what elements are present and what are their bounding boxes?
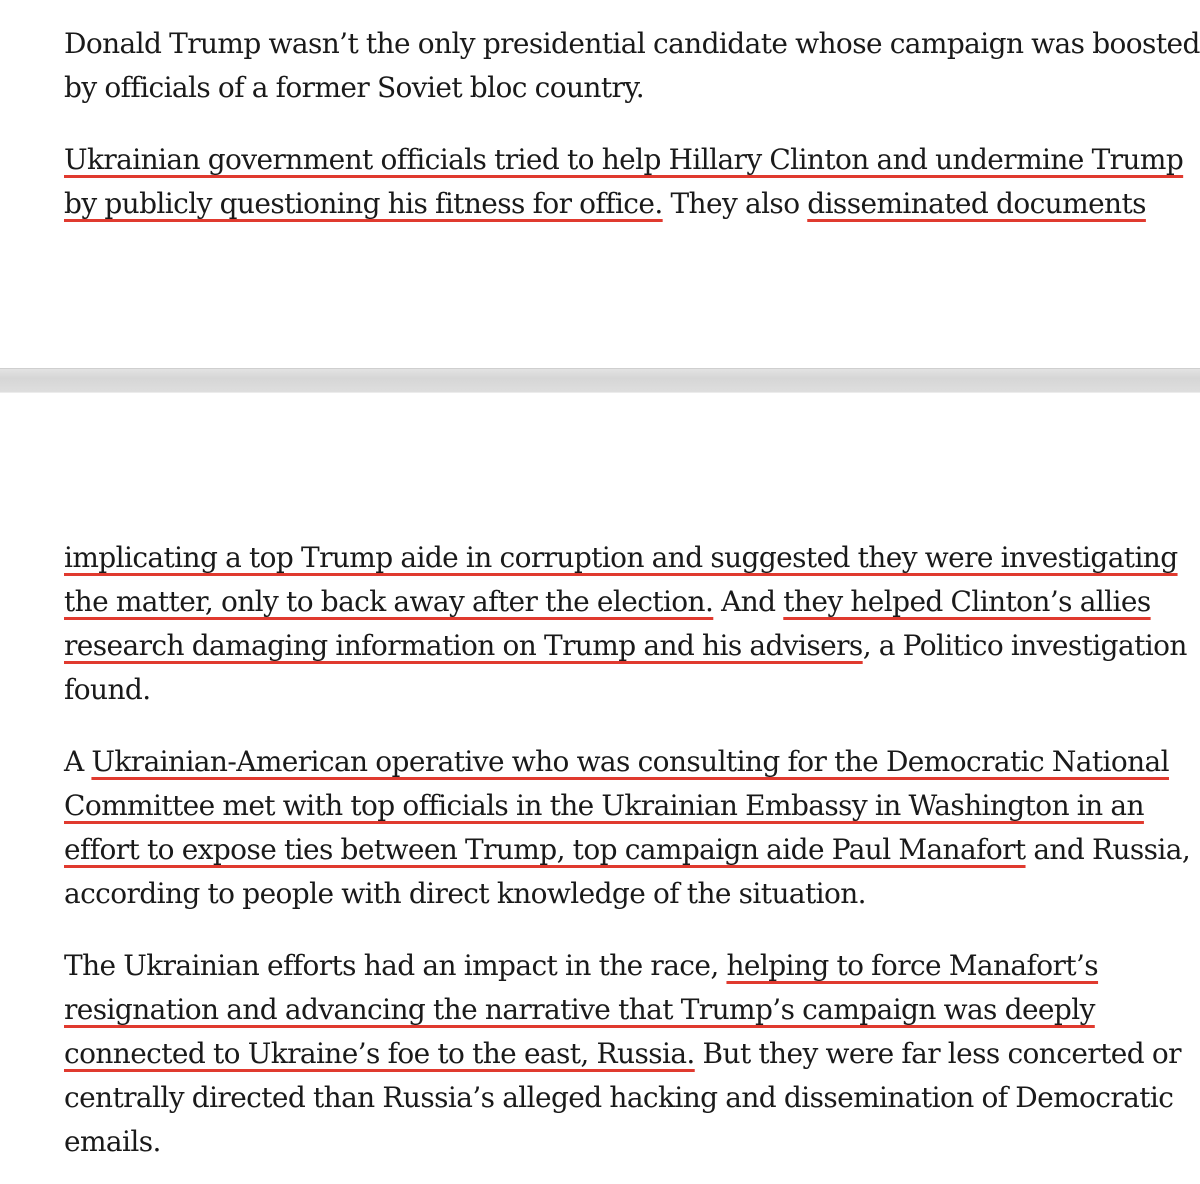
text-span: But they were far less concerted or bbox=[694, 1037, 1181, 1070]
text-line bbox=[64, 624, 1187, 668]
highlighted-text: implicating a top Trump aide in corruption and suggested they were investigating bbox=[64, 541, 1178, 574]
highlighted-text: by publicly questioning his fitness for office. bbox=[64, 187, 663, 220]
text-span: by officials of a former Soviet bloc country. bbox=[64, 71, 645, 104]
highlighted-text: connected to Ukraine’s foe to the east, Russia. bbox=[64, 1037, 695, 1070]
text-span: And bbox=[713, 585, 784, 618]
text-line bbox=[64, 668, 1154, 712]
article-paragraph-5 bbox=[64, 944, 1181, 1164]
article-paragraph-1 bbox=[64, 22, 1200, 110]
text-span: according to people with direct knowledge of the situation. bbox=[64, 877, 866, 910]
text-line bbox=[64, 22, 1200, 66]
text-line bbox=[64, 944, 1154, 988]
text-line bbox=[64, 1120, 1154, 1164]
text-line bbox=[64, 182, 1154, 226]
text-span: found. bbox=[64, 673, 151, 706]
highlighted-text: they helped Clinton’s allies bbox=[783, 585, 1151, 618]
highlighted-text: disseminated documents bbox=[807, 187, 1146, 220]
highlighted-text: the matter, only to back away after the election. bbox=[64, 585, 714, 618]
text-line bbox=[64, 580, 1154, 624]
article-paragraph-4 bbox=[64, 740, 1191, 916]
highlighted-text: Committee met with top officials in the Ukrainian Embassy in Washington in an bbox=[64, 789, 1144, 822]
highlighted-text: helping to force Manafort’s bbox=[726, 949, 1099, 982]
highlighted-text: effort to expose ties between Trump, top campaign aide Paul Manafort bbox=[64, 833, 1026, 866]
text-line bbox=[64, 66, 1154, 110]
text-span: emails. bbox=[64, 1125, 161, 1158]
text-span: , a Politico investigation bbox=[862, 629, 1187, 662]
text-line bbox=[64, 784, 1154, 828]
text-line bbox=[64, 872, 1154, 916]
text-line bbox=[64, 138, 1184, 182]
text-line bbox=[64, 1032, 1181, 1076]
text-line bbox=[64, 828, 1191, 872]
text-span: The Ukrainian efforts had an impact in the race, bbox=[64, 949, 727, 982]
highlighted-text: Ukrainian government officials tried to help Hillary Clinton and undermine Trump bbox=[64, 143, 1184, 176]
highlighted-text: Ukrainian-American operative who was consulting for the Democratic National bbox=[91, 745, 1169, 778]
highlighted-text: research damaging information on Trump and his advisers bbox=[64, 629, 863, 662]
text-span: and Russia, bbox=[1025, 833, 1191, 866]
text-span: They also bbox=[662, 187, 808, 220]
highlighted-text: resignation and advancing the narrative that Trump’s campaign was deeply bbox=[64, 993, 1095, 1026]
text-line bbox=[64, 1076, 1174, 1120]
article-paragraph-3 bbox=[64, 536, 1187, 712]
text-line bbox=[64, 988, 1154, 1032]
text-span: Donald Trump wasn’t the only presidential candidate whose campaign was boosted bbox=[64, 27, 1200, 60]
text-line bbox=[64, 740, 1169, 784]
text-span: centrally directed than Russia’s alleged hacking and dissemination of Democratic bbox=[64, 1081, 1174, 1114]
article-paragraph-2 bbox=[64, 138, 1184, 226]
screenshot-divider bbox=[0, 368, 1200, 393]
text-span: A bbox=[64, 745, 92, 778]
text-line bbox=[64, 536, 1178, 580]
article-screenshot-top bbox=[0, 0, 1200, 368]
